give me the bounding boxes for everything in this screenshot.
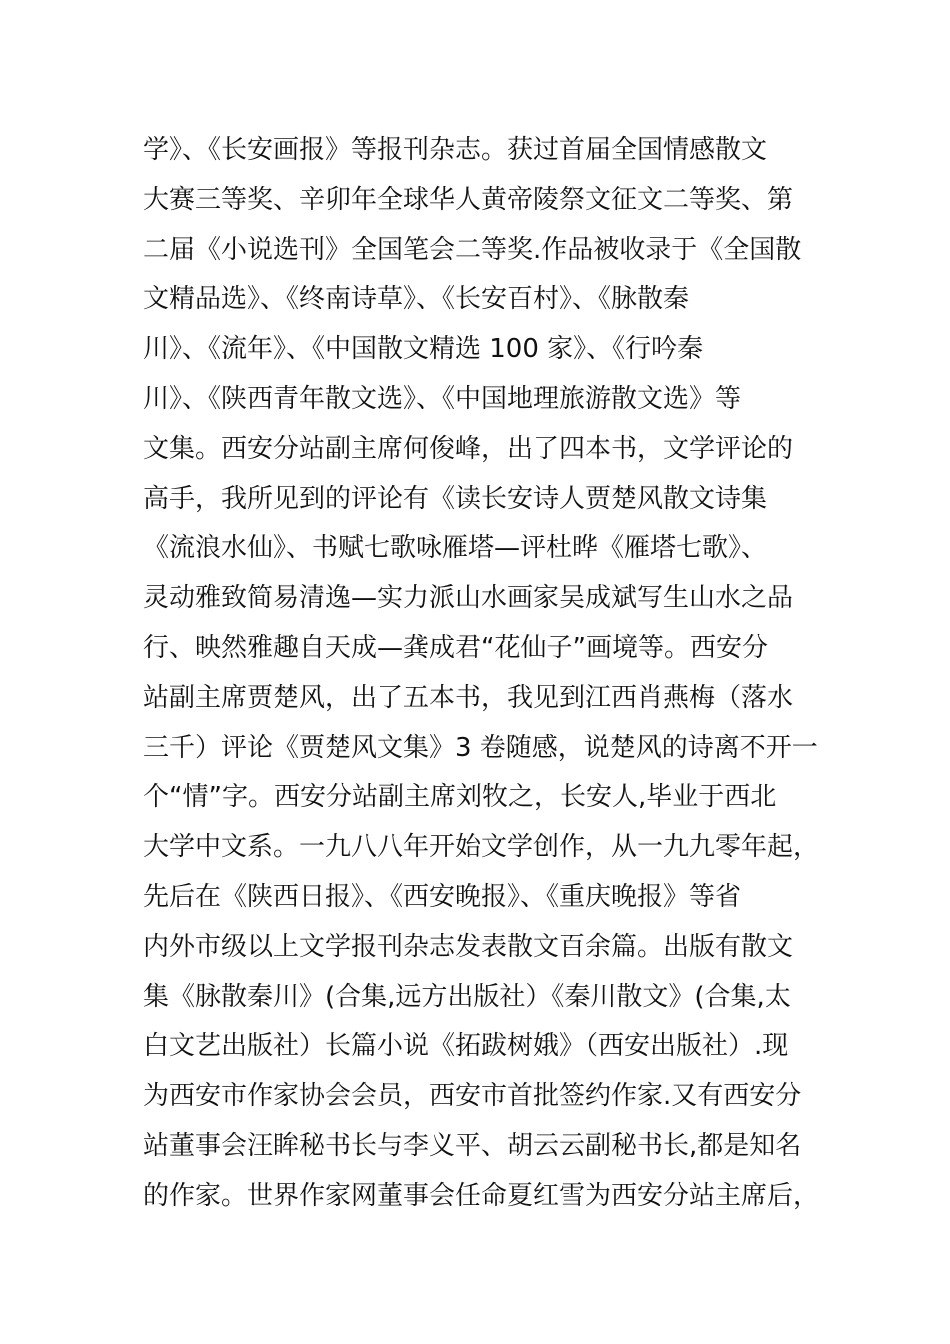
text-line: 白文艺出版社）长篇小说《拓跋树娥》（西安出版社）.现: [143, 1031, 789, 1062]
text-line: 《流浪水仙》、书赋七歌咏雁塔—评杜晔《雁塔七歌》、: [143, 533, 768, 564]
text-line: 为西安市作家协会会员，西安市首批签约作家.又有西安分: [143, 1081, 802, 1112]
text-line: 文集。西安分站副主席何俊峰，出了四本书，文学评论的: [143, 433, 794, 464]
text-line: 灵动雅致简易清逸—实力派山水画家吴成斌写生山水之品: [143, 583, 794, 614]
text-line: 行、映然雅趣自天成—龚成君“花仙子”画境等。西安分: [143, 632, 768, 663]
text-line: 川》、《陕西青年散文选》、《中国地理旅游散文选》等: [143, 383, 742, 414]
text-line: 先后在《陕西日报》、《西安晚报》、《重庆晚报》等省: [143, 881, 742, 912]
text-line: 的作家。世界作家网董事会任命夏红雪为西安分站主席后，: [143, 1180, 820, 1211]
text-line: 川》、《流年》、《中国散文精选 100 家》、《行吟秦: [143, 334, 704, 365]
text-line: 大赛三等奖、辛卯年全球华人黄帝陵祭文征文二等奖、第: [143, 184, 794, 215]
text-line: 内外市级以上文学报刊杂志发表散文百余篇。出版有散文: [143, 931, 794, 962]
text-line: 站董事会汪眸秘书长与李义平、胡云云副秘书长,都是知名: [143, 1130, 802, 1161]
text-line: 集《脉散秦川》(合集,远方出版社）《秦川散文》(合集,太: [143, 981, 791, 1012]
text-line: 站副主席贾楚风，出了五本书，我见到江西肖燕梅（落水: [143, 682, 794, 713]
text-line: 文精品选》、《终南诗草》、《长安百村》、《脉散秦: [143, 284, 690, 315]
text-line: 大学中文系。一九八八年开始文学创作，从一九九零年起，: [143, 832, 820, 863]
body-text: [143, 126, 820, 1222]
text-line: 学》、《长安画报》等报刊杂志。获过首届全国情感散文: [143, 135, 768, 165]
text-line: 二届《小说选刊》全国笔会二等奖.作品被收录于《全国散: [143, 234, 802, 265]
text-line: 个“情”字。西安分站副主席刘牧之，长安人,毕业于西北: [143, 782, 777, 813]
text-line: 三千）评论《贾楚风文集》3 卷随感，说楚风的诗离不开一: [143, 732, 818, 763]
text-line: 高手，我所见到的评论有《读长安诗人贾楚风散文诗集: [143, 483, 768, 514]
